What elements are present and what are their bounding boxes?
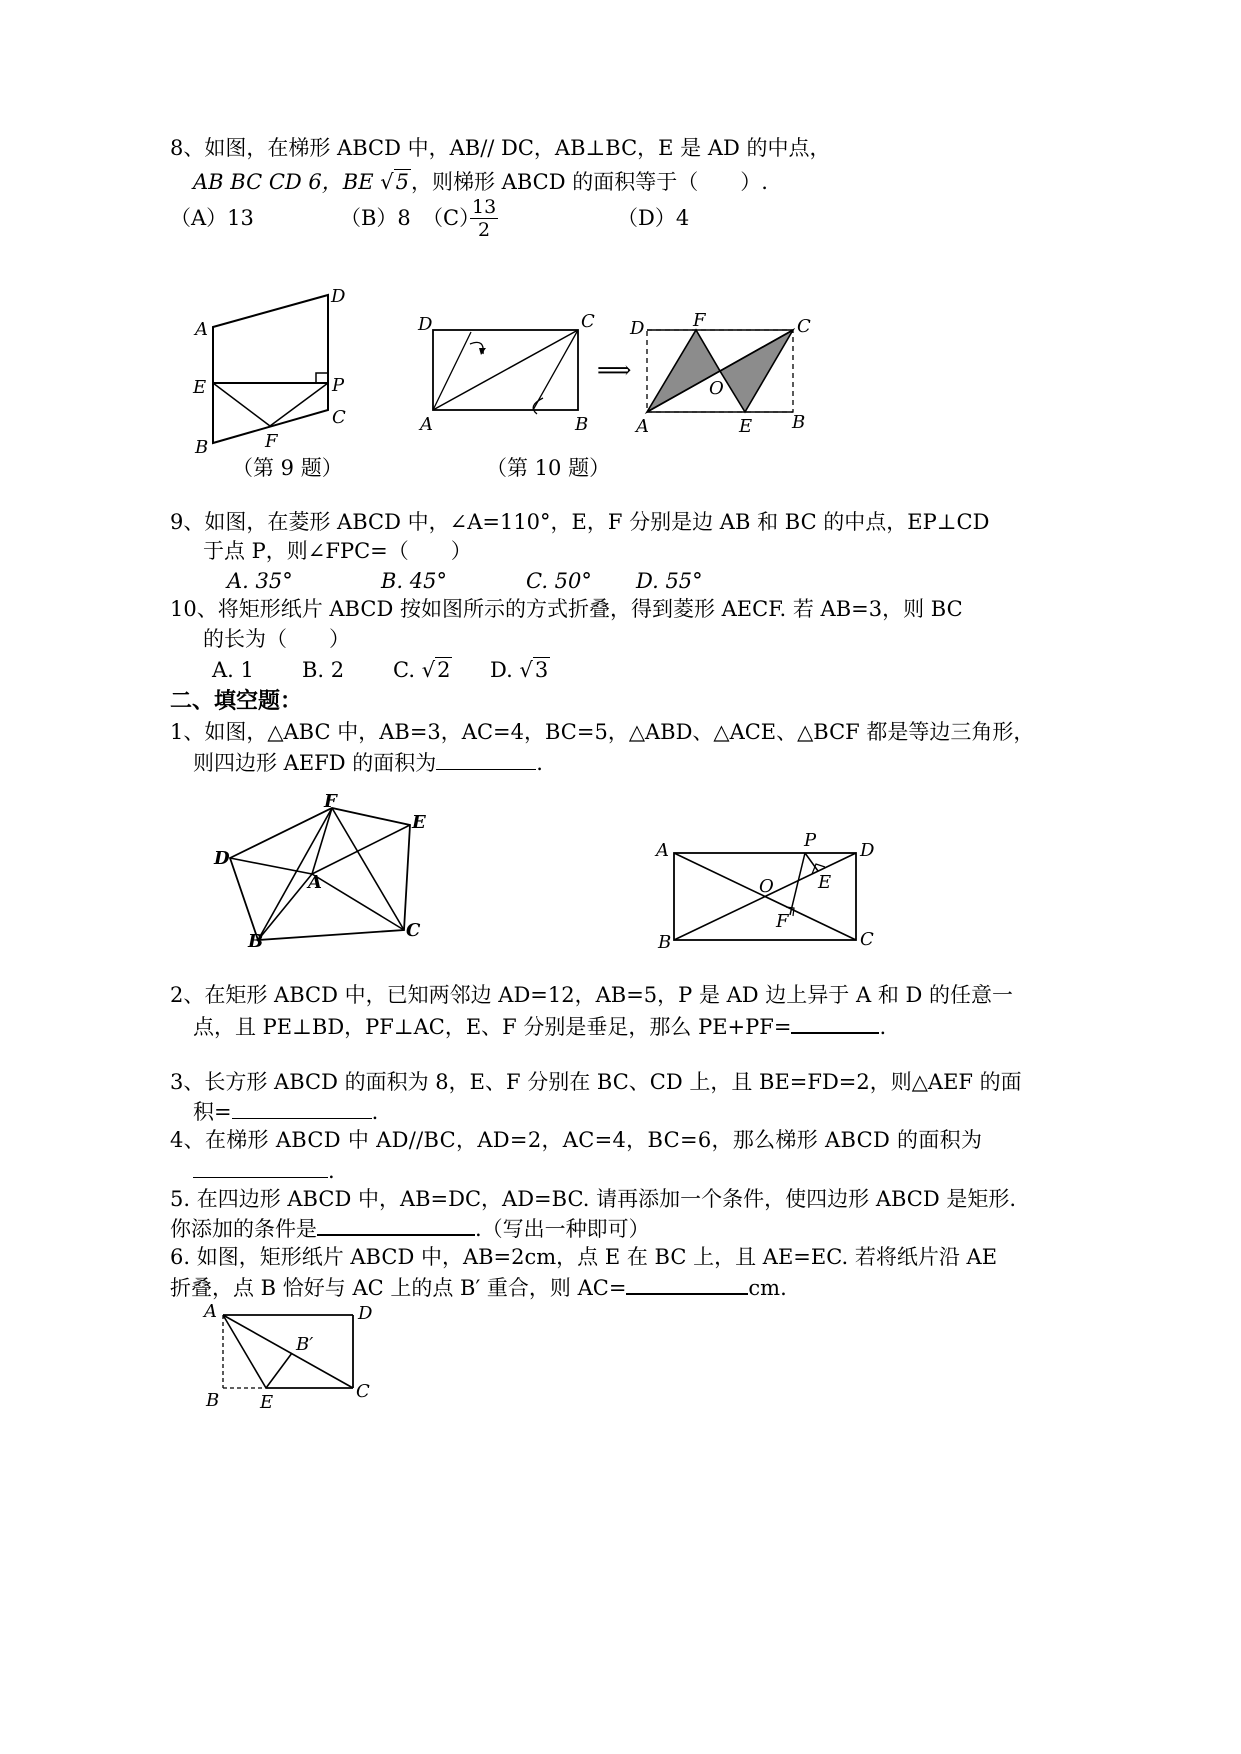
q8-line2-a: AB BC CD [193,170,309,194]
f5-line2: 你添加的条件是 .（写出一种即可） [170,1212,650,1244]
figure-q10-right [630,312,820,442]
fig10l-label-a: A [420,414,433,435]
figF2-label-o: O [759,876,774,897]
f5-line1: 5. 在四边形 ABCD 中，AB=DC，AD=BC. 请再添加一个条件，使四边形 ABCD 是矩形. [170,1187,1017,1211]
figF1-label-b: B [248,931,264,952]
f1-line1: 1、如图，△ABC 中，AB=3，AC=4，BC=5，△ABD、△ACE、△BCF 都是等边三角形， [170,720,1035,744]
f3-answer-blank[interactable] [232,1096,372,1119]
figure-fill2 [650,830,890,955]
f1-answer-blank[interactable] [436,747,536,770]
figF6-label-e: E [260,1392,274,1413]
figF2-label-e: E [818,872,832,893]
fig9-label-p: P [332,375,345,396]
figF1-label-e: E [412,812,426,833]
q8-opt-b: （B）8 [340,206,411,230]
q8-sqrt: √5 [380,170,409,194]
f3-line1: 3、长方形 ABCD 的面积为 8，E、F 分别在 BC、CD 上，且 BE=FD=2，则△AEF 的面 [170,1070,1022,1094]
f5-answer-blank[interactable] [317,1212,475,1236]
q9-line1: 9、如图，在菱形 ABCD 中，∠A=110°，E，F 分别是边 AB 和 BC 的中点，EP⊥CD [170,510,990,534]
f6-answer-blank[interactable] [626,1271,748,1295]
q10-opt-a: A. 1 [212,658,254,682]
figF2-label-p: P [804,830,817,851]
fig9-label-a: A [195,319,208,340]
figF6-label-b: B [206,1390,220,1411]
figure-q10-left [415,310,615,440]
q10-opt-b: B. 2 [302,658,345,682]
q10-line2: 的长为（ ） [203,627,350,651]
figF2-label-c: C [860,929,874,950]
fig10r-label-a: A [636,416,649,437]
f2-line2: 点，且 PE⊥BD，PF⊥AC，E、F 分别是垂足，那么 PE+PF= . [193,1010,886,1042]
figF6-label-c: C [356,1381,370,1402]
fig10r-label-f: F [693,310,706,331]
q10-opt-d: D. √3 [490,658,549,682]
q8-line2-b: 6，BE [308,170,381,194]
q8-opt-c: （C） [422,206,481,230]
figF6-label-bprime: B′ [296,1334,314,1355]
figF6-label-a: A [204,1301,217,1322]
fig10-caption: （第 10 题） [486,456,611,480]
fig10-arrow: ⟹ [597,356,632,384]
q9-line2: 于点 P，则∠FPC=（ ） [203,539,472,563]
figF2-label-b: B [658,932,672,953]
q8-opt-c-fraction: $\frac{13}{2}$ [472,196,497,241]
q9-option-c: C. 50° [526,569,592,593]
figure-q9 [185,285,365,458]
fig10r-label-d: D [630,318,645,339]
fig9-label-d: D [331,286,346,307]
section2-title: 二、填空题： [170,689,303,714]
f4-line2: . [193,1155,335,1186]
figF2-label-a: A [656,840,669,861]
q8-opt-d: （D）4 [617,206,690,230]
fig10r-label-e: E [739,416,753,437]
fig9-label-b: B [195,437,209,458]
fig10l-label-d: D [418,314,433,335]
q8-opt-a: （A）13 [170,206,254,230]
f4-answer-blank[interactable] [193,1155,328,1178]
fig9-label-c: C [332,407,346,428]
q9-option-b: B. 45° [381,569,448,593]
f6-line1: 6. 如图，矩形纸片 ABCD 中，AB=2cm，点 E 在 BC 上，且 AE=EC. 若将纸片沿 AE [170,1245,998,1269]
fig10r-label-b: B [792,412,806,433]
figF2-label-f: F [776,911,789,932]
figF1-label-a: A [308,872,322,893]
figure-fill1 [210,790,430,960]
q9-option-a: A. 35° [227,569,293,593]
f4-line1: 4、在梯形 ABCD 中 AD//BC，AD=2，AC=4，BC=6，那么梯形 ABCD 的面积为 [170,1128,983,1152]
q10-line1: 10、将矩形纸片 ABCD 按如图所示的方式折叠，得到菱形 AECF. 若 AB=3，则 BC [170,597,963,621]
figure-fill6 [198,1300,398,1415]
f2-line1: 2、在矩形 ABCD 中，已知两邻边 AD=12，AB=5，P 是 AD 边上异于 A 和 D 的任意一 [170,983,1014,1007]
q8-line1: 8、如图，在梯形 ABCD 中，AB// DC，AB⊥BC，E 是 AD 的中点， [170,136,831,160]
fig10r-label-c: C [797,316,811,337]
fig9-label-e: E [193,377,207,398]
fig10l-label-b: B [575,414,589,435]
figF6-label-d: D [358,1303,373,1324]
fig9-label-f: F [265,431,278,452]
fig9-caption: （第 9 题） [232,456,343,480]
q8-line2 [193,167,768,197]
q10-opt-c: C. √2 [393,658,451,682]
fig10l-label-c: C [581,311,595,332]
fig10r-label-o: O [709,378,724,399]
f6-line2: 折叠，点 B 恰好与 AC 上的点 B′ 重合，则 AC= cm. [170,1271,787,1303]
figF2-label-d: D [860,840,875,861]
f2-answer-blank[interactable] [791,1010,879,1034]
f3-line2: 积= . [193,1096,378,1127]
figF1-label-f: F [324,791,337,812]
q8-line2-c: ，则梯形 ABCD 的面积等于（ ）. [411,170,768,194]
figF1-label-c: C [406,920,421,941]
f1-line2: 则四边形 AEFD 的面积为 . [193,747,543,778]
q9-option-d: D. 55° [636,569,703,593]
figF1-label-d: D [214,848,230,869]
